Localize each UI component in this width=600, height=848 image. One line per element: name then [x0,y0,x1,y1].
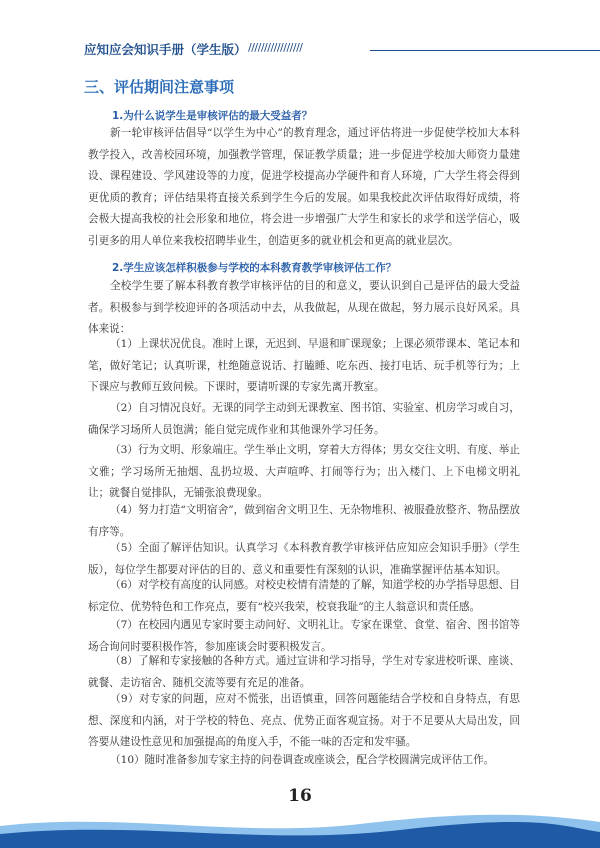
rule-8-paragraph: （8）了解和专家接触的各种方式。通过宣讲和学习指导，学生对专家进校听课、座谈、就餐、走访宿舍、随机交流等要有充足的准备。 [88,655,520,689]
rule-4-paragraph: （4）努力打造“文明宿舍”，做到宿舍文明卫生、无杂物堆积、被服叠放整齐、物品摆放有序等。 [88,504,520,538]
rule-2-paragraph: （2）自习情况良好。无课的同学主动到无课教室、图书馆、实验室、机房学习或自习，确保学习场所人员饱满；能自觉完成作业和其他课外学习任务。 [88,402,520,436]
header-rule [370,50,600,51]
handbook-title: 应知应会知识手册（学生版） [84,42,247,57]
footer-wave-decoration [0,808,600,848]
rule-1-paragraph: （1）上课状况优良。准时上课，无迟到、早退和旷课现象；上课必须带课本、笔记本和笔，做好笔记；认真听课，杜绝随意说话、打瞌睡、吃东西、接打电话、玩手机等行为；上下课应与教师互致问候。下课时，要请听课的专家先离开教室。 [88,338,520,393]
rule-10-paragraph: （10）随时准备参加专家主持的问卷调查或座谈会，配合学校圆满完成评估工作。 [110,754,495,766]
rule-9-paragraph: （9）对专家的问题，应对不慌张，出语慎重，回答问题能结合学校和自身特点，有思想、深度和内涵，对于学校的特色、亮点、优势正面客观宣扬。对于不足要从大局出发，回答要从建设性意见和加强提高的角度入手，不能一味的否定和发牢骚。 [88,693,520,748]
header-slash-decoration: ///////////////// [248,41,303,54]
footer-wave-graphic [0,808,600,848]
question-2-title: 2.学生应该怎样积极参与学校的本科教育教学审核评估工作？ [112,262,397,274]
rule-3-paragraph: （3）行为文明、形象端庄。学生举止文明，穿着大方得体；男女交往文明、有度、举止文雅；学习场所无抽烟、乱扔垃圾、大声喧哗、打闹等行为；出入楼门、上下电梯文明礼让；就餐自觉排队，无铺张浪费现象。 [88,444,520,499]
question-1-paragraph: 新一轮审核评估倡导“以学生为中心”的教育理念，通过评估将进一步促使学校加大本科教学投入，改善校园环境，加强教学管理，保证教学质量；进一步促进学校加大师资力量建设、课程建设、学风建设等的力度，促进学校提高办学硬件和育人环境，广大学生将会得到更优质的教育；评估结果将直接关系到学生今后的发展。如果我校此次评估取得好成绩，将会极大提高我校的社会形象和地位，将会进一步增强广大学生和家长的求学和送学信心，吸引更多的用人单位来我校招聘毕业生，创造更多的就业机会和更高的就业层次。 [88,127,520,247]
section-title: 三、评估期间注意事项 [84,78,235,96]
rule-7-paragraph: （7）在校园内遇见专家时要主动问好、文明礼让。专家在课堂、食堂、宿舍、图书馆等场合询问时要积极作答，参加座谈会时要积极发言。 [88,619,520,653]
rule-6-paragraph: （6）对学校有高度的认同感。对校史校情有清楚的了解，知道学校的办学指导思想、目标定位、优势特色和工作亮点，要有“校兴我荣，校衰我耻”的主人翁意识和责任感。 [88,579,520,613]
page-number: 16 [288,786,312,806]
question-1-title: 1.为什么说学生是审核评估的最大受益者？ [112,110,313,122]
page-header [84,40,524,60]
question-2-intro: 全校学生要了解本科教育教学审核评估的目的和意义，要认识到自己是评估的最大受益者。积极参与到学校迎评的各项活动中去，从我做起，从现在做起，努力展示良好风采。具体来说： [88,280,520,335]
rule-5-paragraph: （5）全面了解评估知识。认真学习《本科教育教学审核评估应知应会知识手册》（学生版），每位学生都要对评估的目的、意义和重要性有深刻的认识，准确掌握评估基本知识。 [88,542,520,576]
